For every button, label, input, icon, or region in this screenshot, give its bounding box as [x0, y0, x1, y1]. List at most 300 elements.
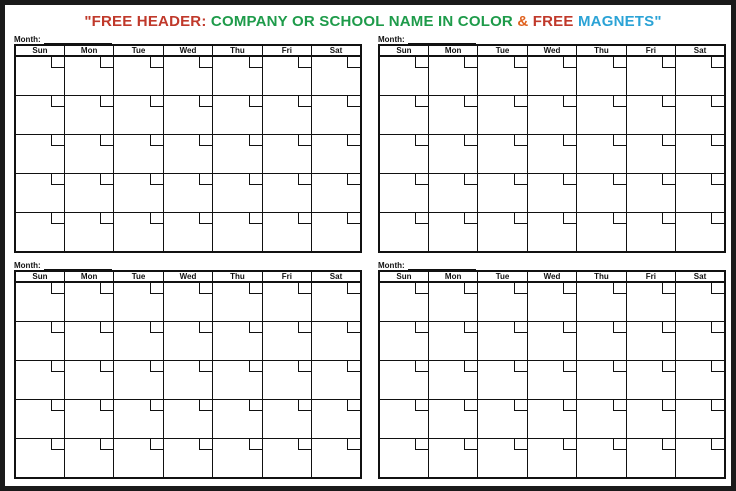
day-cell	[262, 400, 311, 439]
date-box	[298, 135, 311, 146]
day-cell	[626, 135, 675, 174]
day-cell	[213, 322, 262, 361]
date-box	[249, 96, 262, 107]
date-box	[662, 322, 675, 333]
date-box	[415, 96, 428, 107]
week-row	[15, 56, 361, 96]
date-box	[563, 96, 576, 107]
day-cell	[114, 322, 163, 361]
day-cell	[676, 439, 725, 479]
day-cell	[262, 361, 311, 400]
date-box	[100, 439, 113, 450]
day-cell	[676, 96, 725, 135]
date-box	[51, 96, 64, 107]
day-cell	[428, 400, 477, 439]
day-cell	[114, 96, 163, 135]
weekday-header: Wed	[163, 271, 212, 282]
date-box	[199, 96, 212, 107]
day-cell	[312, 282, 361, 322]
day-cell	[262, 56, 311, 96]
day-cell	[213, 400, 262, 439]
weekday-header: Sun	[15, 271, 64, 282]
day-cell	[676, 213, 725, 253]
date-box	[100, 400, 113, 411]
day-cell	[163, 213, 212, 253]
day-cell	[478, 56, 527, 96]
day-cell	[676, 322, 725, 361]
day-cell	[676, 56, 725, 96]
calendar-table	[378, 44, 726, 253]
date-box	[415, 361, 428, 372]
day-cell	[15, 135, 64, 174]
date-box	[150, 96, 163, 107]
day-cell	[312, 174, 361, 213]
weekday-header: Fri	[262, 45, 311, 56]
day-cell	[577, 282, 626, 322]
day-cell	[577, 361, 626, 400]
day-cell	[428, 135, 477, 174]
weekday-header: Thu	[213, 271, 262, 282]
date-box	[662, 439, 675, 450]
date-box	[249, 283, 262, 294]
month-label-text: Month:	[378, 35, 405, 44]
day-cell	[577, 96, 626, 135]
day-cell	[626, 439, 675, 479]
month-write-in-line	[44, 261, 112, 270]
day-cell	[527, 361, 576, 400]
week-row	[379, 96, 725, 135]
day-cell	[64, 213, 113, 253]
date-box	[662, 135, 675, 146]
day-cell	[114, 174, 163, 213]
day-cell	[676, 361, 725, 400]
day-cell	[527, 213, 576, 253]
date-box	[100, 135, 113, 146]
day-cell	[428, 213, 477, 253]
day-cell	[312, 135, 361, 174]
day-cell	[163, 282, 212, 322]
day-cell	[312, 361, 361, 400]
date-box	[711, 322, 724, 333]
day-cell	[676, 282, 725, 322]
date-box	[199, 283, 212, 294]
date-box	[662, 57, 675, 68]
day-cell	[379, 213, 428, 253]
day-cell	[213, 282, 262, 322]
day-cell	[64, 400, 113, 439]
date-box	[249, 439, 262, 450]
header-part-magnets: MAGNETS"	[577, 13, 662, 30]
date-box	[563, 361, 576, 372]
weekday-header: Sat	[312, 45, 361, 56]
day-cell	[15, 322, 64, 361]
weekday-header: Sun	[15, 45, 64, 56]
date-box	[249, 135, 262, 146]
weekday-header-row	[379, 271, 725, 282]
day-cell	[163, 439, 212, 479]
day-cell	[163, 135, 212, 174]
date-box	[51, 283, 64, 294]
weekday-header: Fri	[626, 271, 675, 282]
day-cell	[577, 400, 626, 439]
date-box	[298, 213, 311, 224]
date-box	[662, 174, 675, 185]
day-cell	[262, 213, 311, 253]
date-box	[298, 283, 311, 294]
day-cell	[312, 96, 361, 135]
date-box	[199, 57, 212, 68]
date-box	[150, 213, 163, 224]
day-cell	[478, 439, 527, 479]
date-box	[613, 400, 626, 411]
date-box	[711, 135, 724, 146]
date-box	[347, 57, 360, 68]
day-cell	[428, 322, 477, 361]
date-box	[514, 439, 527, 450]
weekday-header: Fri	[262, 271, 311, 282]
date-box	[415, 57, 428, 68]
date-box	[298, 96, 311, 107]
weekday-header-row	[15, 271, 361, 282]
date-box	[150, 283, 163, 294]
day-cell	[478, 361, 527, 400]
day-cell	[213, 439, 262, 479]
day-cell	[527, 96, 576, 135]
date-box	[199, 361, 212, 372]
date-box	[100, 361, 113, 372]
header-part-free: FREE	[532, 13, 574, 30]
week-row	[15, 361, 361, 400]
day-cell	[262, 174, 311, 213]
day-cell	[64, 282, 113, 322]
date-box	[613, 135, 626, 146]
weekday-header: Tue	[114, 45, 163, 56]
day-cell	[577, 135, 626, 174]
day-cell	[527, 439, 576, 479]
date-box	[347, 283, 360, 294]
date-box	[514, 213, 527, 224]
day-cell	[262, 322, 311, 361]
week-row	[379, 213, 725, 253]
date-box	[51, 400, 64, 411]
date-box	[514, 361, 527, 372]
date-box	[51, 135, 64, 146]
day-cell	[577, 439, 626, 479]
date-box	[150, 135, 163, 146]
day-cell	[114, 56, 163, 96]
date-box	[711, 439, 724, 450]
month-write-in-line	[44, 35, 112, 44]
date-box	[199, 213, 212, 224]
week-row	[15, 174, 361, 213]
date-box	[563, 283, 576, 294]
day-cell	[577, 213, 626, 253]
date-box	[100, 322, 113, 333]
day-cell	[379, 361, 428, 400]
date-box	[51, 322, 64, 333]
month-label-text: Month:	[14, 35, 41, 44]
date-box	[100, 96, 113, 107]
day-cell	[626, 282, 675, 322]
header-part-free-header: "FREE HEADER:	[84, 13, 207, 30]
day-cell	[114, 400, 163, 439]
date-box	[199, 174, 212, 185]
day-cell	[527, 322, 576, 361]
day-cell	[15, 213, 64, 253]
day-cell	[64, 322, 113, 361]
week-row	[379, 400, 725, 439]
date-box	[415, 439, 428, 450]
weekday-header: Wed	[527, 45, 576, 56]
date-box	[415, 213, 428, 224]
date-box	[662, 213, 675, 224]
day-cell	[676, 174, 725, 213]
date-box	[51, 361, 64, 372]
weekday-header: Tue	[478, 271, 527, 282]
date-box	[711, 361, 724, 372]
day-cell	[676, 135, 725, 174]
date-box	[51, 174, 64, 185]
day-cell	[428, 282, 477, 322]
day-cell	[626, 213, 675, 253]
day-cell	[163, 174, 212, 213]
date-box	[298, 361, 311, 372]
day-cell	[64, 56, 113, 96]
date-box	[150, 439, 163, 450]
date-box	[298, 174, 311, 185]
day-cell	[626, 96, 675, 135]
day-cell	[626, 322, 675, 361]
day-cell	[379, 400, 428, 439]
date-box	[150, 57, 163, 68]
weekday-header: Mon	[64, 271, 113, 282]
day-cell	[676, 400, 725, 439]
weekday-header: Mon	[64, 45, 113, 56]
date-box	[100, 174, 113, 185]
date-box	[613, 283, 626, 294]
date-box	[51, 57, 64, 68]
weekday-header: Sat	[676, 271, 725, 282]
date-box	[464, 361, 477, 372]
calendar-table	[14, 270, 362, 479]
page-title	[5, 13, 736, 30]
date-box	[347, 174, 360, 185]
weekday-header: Thu	[213, 45, 262, 56]
week-row	[379, 135, 725, 174]
date-box	[464, 57, 477, 68]
month-label-text: Month:	[14, 261, 41, 270]
date-box	[150, 174, 163, 185]
weekday-header: Tue	[114, 271, 163, 282]
date-box	[613, 174, 626, 185]
date-box	[347, 439, 360, 450]
day-cell	[114, 135, 163, 174]
month-write-in-line	[408, 35, 476, 44]
week-row	[379, 322, 725, 361]
day-cell	[213, 361, 262, 400]
day-cell	[213, 135, 262, 174]
date-box	[415, 400, 428, 411]
date-box	[613, 322, 626, 333]
date-box	[249, 322, 262, 333]
header-part-company-name: COMPANY OR SCHOOL NAME IN COLOR	[210, 13, 513, 30]
date-box	[711, 283, 724, 294]
day-cell	[379, 439, 428, 479]
day-cell	[64, 96, 113, 135]
date-box	[514, 174, 527, 185]
week-row	[15, 439, 361, 479]
day-cell	[527, 400, 576, 439]
date-box	[415, 322, 428, 333]
date-box	[249, 174, 262, 185]
week-row	[15, 135, 361, 174]
date-box	[514, 283, 527, 294]
date-box	[464, 283, 477, 294]
day-cell	[114, 361, 163, 400]
day-cell	[478, 96, 527, 135]
date-box	[199, 135, 212, 146]
day-cell	[114, 282, 163, 322]
date-box	[199, 322, 212, 333]
day-cell	[626, 56, 675, 96]
day-cell	[379, 135, 428, 174]
date-box	[563, 57, 576, 68]
date-box	[613, 439, 626, 450]
day-cell	[213, 56, 262, 96]
day-cell	[213, 213, 262, 253]
day-cell	[527, 135, 576, 174]
day-cell	[379, 282, 428, 322]
day-cell	[213, 96, 262, 135]
weekday-header: Mon	[428, 271, 477, 282]
day-cell	[163, 361, 212, 400]
date-box	[662, 400, 675, 411]
date-box	[100, 213, 113, 224]
date-box	[150, 322, 163, 333]
weekday-header: Thu	[577, 45, 626, 56]
day-cell	[15, 56, 64, 96]
date-box	[711, 57, 724, 68]
date-box	[563, 400, 576, 411]
day-cell	[379, 322, 428, 361]
date-box	[662, 283, 675, 294]
day-cell	[428, 56, 477, 96]
date-box	[662, 361, 675, 372]
date-box	[464, 135, 477, 146]
weekday-header: Mon	[428, 45, 477, 56]
date-box	[563, 135, 576, 146]
date-box	[464, 96, 477, 107]
day-cell	[15, 96, 64, 135]
month-label-text: Month:	[378, 261, 405, 270]
date-box	[563, 322, 576, 333]
weekday-header: Sun	[379, 271, 428, 282]
day-cell	[64, 439, 113, 479]
week-row	[379, 174, 725, 213]
weekday-header: Sun	[379, 45, 428, 56]
date-box	[51, 213, 64, 224]
day-cell	[577, 56, 626, 96]
date-box	[563, 174, 576, 185]
date-box	[563, 439, 576, 450]
date-box	[298, 57, 311, 68]
date-box	[347, 135, 360, 146]
date-box	[298, 322, 311, 333]
day-cell	[527, 282, 576, 322]
day-cell	[262, 96, 311, 135]
day-cell	[577, 174, 626, 213]
date-box	[199, 400, 212, 411]
day-cell	[312, 322, 361, 361]
date-box	[662, 96, 675, 107]
week-row	[379, 56, 725, 96]
day-cell	[379, 56, 428, 96]
date-box	[613, 96, 626, 107]
date-box	[514, 57, 527, 68]
date-box	[415, 135, 428, 146]
date-box	[298, 400, 311, 411]
date-box	[347, 400, 360, 411]
date-box	[199, 439, 212, 450]
date-box	[514, 322, 527, 333]
day-cell	[114, 439, 163, 479]
day-cell	[478, 135, 527, 174]
date-box	[347, 322, 360, 333]
date-box	[711, 213, 724, 224]
date-box	[347, 361, 360, 372]
date-box	[249, 57, 262, 68]
weekday-header-row	[379, 45, 725, 56]
day-cell	[262, 282, 311, 322]
day-cell	[312, 439, 361, 479]
date-box	[347, 96, 360, 107]
date-box	[464, 213, 477, 224]
week-row	[15, 282, 361, 322]
day-cell	[428, 174, 477, 213]
day-cell	[478, 282, 527, 322]
calendar-table	[378, 270, 726, 479]
weekday-header: Wed	[163, 45, 212, 56]
date-box	[298, 439, 311, 450]
date-box	[514, 135, 527, 146]
date-box	[613, 57, 626, 68]
date-box	[100, 57, 113, 68]
date-box	[711, 96, 724, 107]
week-row	[379, 282, 725, 322]
date-box	[514, 96, 527, 107]
day-cell	[15, 282, 64, 322]
day-cell	[262, 135, 311, 174]
date-box	[563, 213, 576, 224]
day-cell	[163, 400, 212, 439]
date-box	[249, 400, 262, 411]
weekday-header: Wed	[527, 271, 576, 282]
day-cell	[15, 361, 64, 400]
week-row	[379, 439, 725, 479]
week-row	[15, 96, 361, 135]
day-cell	[213, 174, 262, 213]
day-cell	[428, 439, 477, 479]
day-cell	[577, 322, 626, 361]
day-cell	[163, 56, 212, 96]
day-cell	[478, 322, 527, 361]
date-box	[100, 283, 113, 294]
date-box	[464, 174, 477, 185]
day-cell	[262, 439, 311, 479]
date-box	[249, 361, 262, 372]
day-cell	[15, 174, 64, 213]
day-cell	[64, 361, 113, 400]
